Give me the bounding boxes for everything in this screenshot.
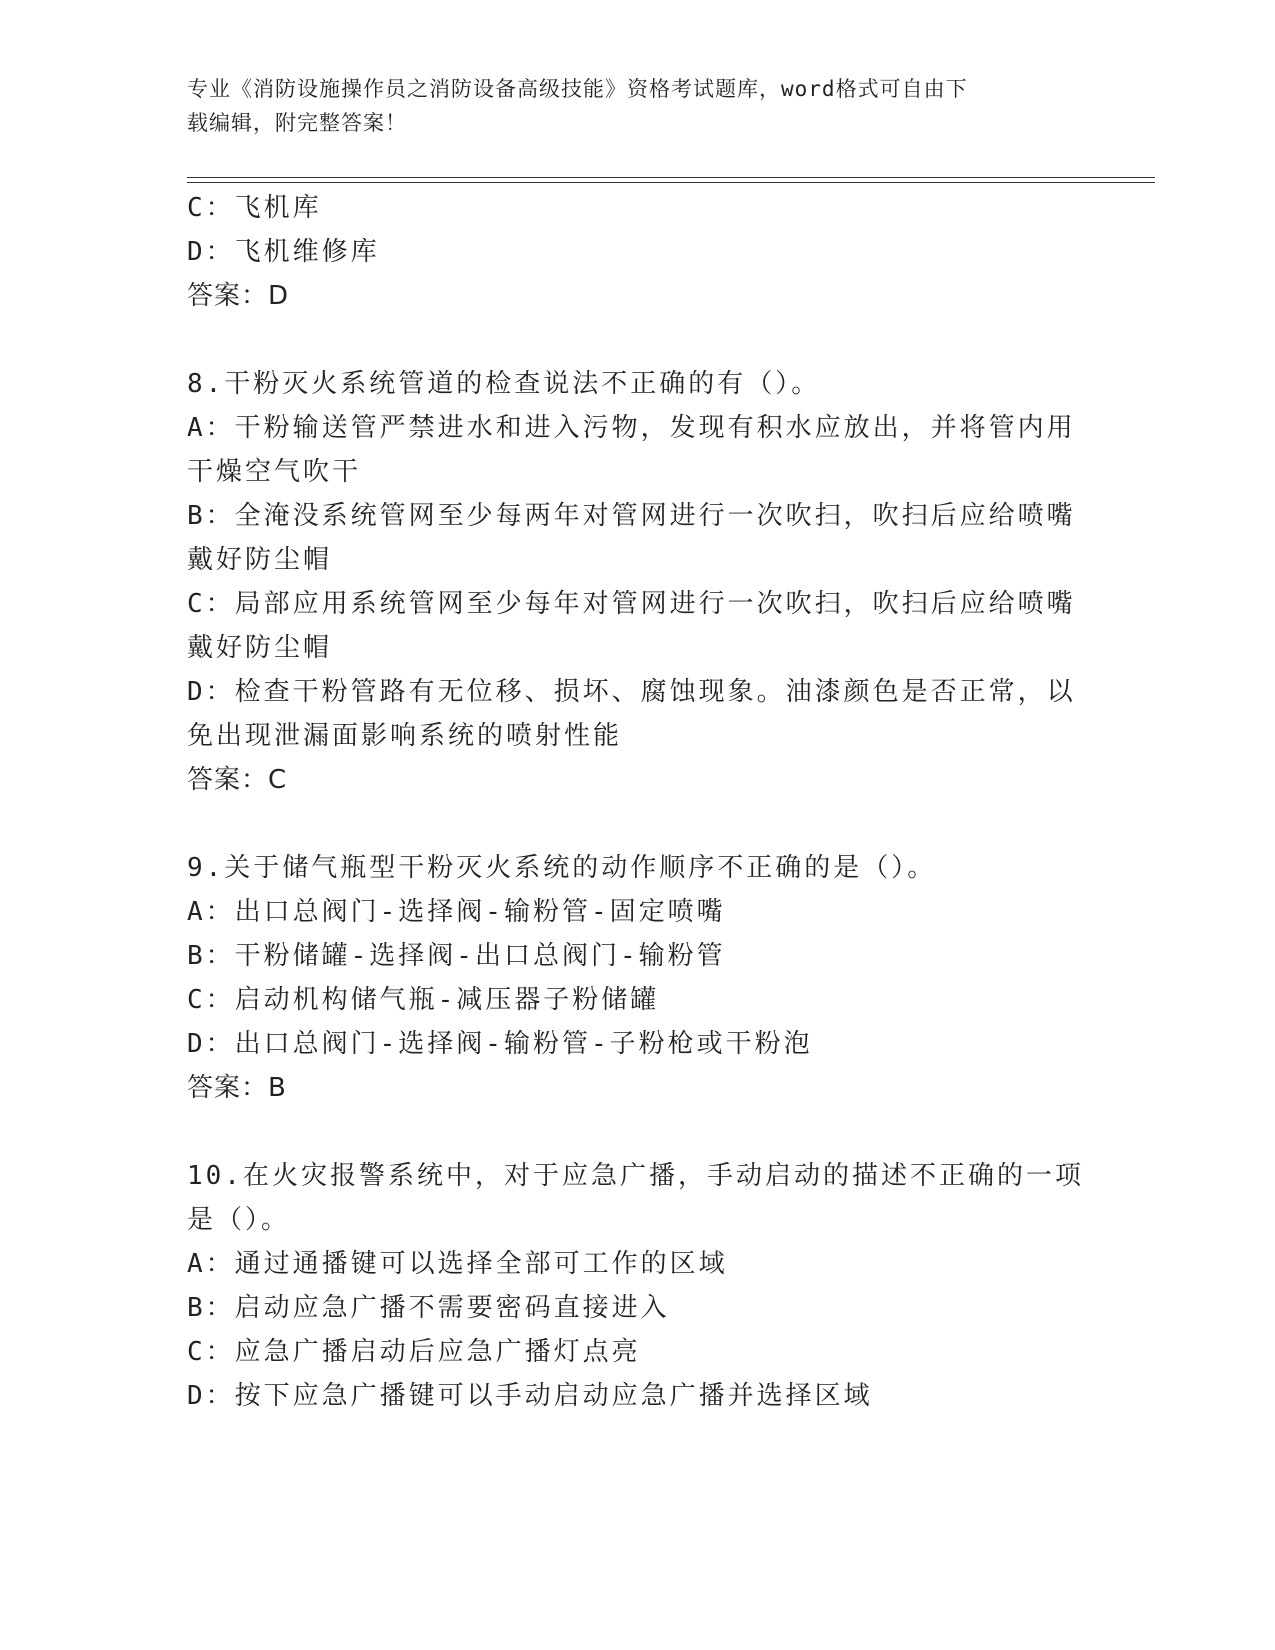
q9-answer: 答案：B: [187, 1073, 287, 1103]
q10-option-d: D：按下应急广播键可以手动启动应急广播并选择区域: [187, 1381, 873, 1411]
q7-option-c: C：飞机库: [187, 193, 322, 223]
q10-option-c: C：应急广播启动后应急广播灯点亮: [187, 1337, 641, 1367]
q8-option-b-line2: 戴好防尘帽: [187, 545, 333, 575]
q8-option-c-line2: 戴好防尘帽: [187, 633, 333, 663]
q7-answer: 答案：D: [187, 281, 290, 311]
header-line-1: 专业《消防设施操作员之消防设备高级技能》资格考试题库，word格式可自由下: [187, 77, 968, 101]
q9-option-d: D：出口总阀门-选择阀-输粉管-子粉枪或干粉泡: [187, 1029, 813, 1059]
q8-option-b-line1: B：全淹没系统管网至少每两年对管网进行一次吹扫，吹扫后应给喷嘴: [187, 501, 1076, 531]
header-divider-bottom: [187, 182, 1155, 183]
q10-option-b: B：启动应急广播不需要密码直接进入: [187, 1293, 670, 1323]
q9-option-b: B：干粉储罐-选择阀-出口总阀门-输粉管: [187, 941, 726, 971]
q8-stem: 8.干粉灭火系统管道的检查说法不正确的有（）。: [187, 369, 821, 399]
header-divider-top: [187, 177, 1155, 178]
document-header: [187, 72, 1087, 140]
header-line-2: 载编辑，附完整答案！: [187, 111, 407, 135]
q9-option-a: A：出口总阀门-选择阀-输粉管-固定喷嘴: [187, 897, 726, 927]
q10-option-a: A：通过通播键可以选择全部可工作的区域: [187, 1249, 728, 1279]
q10-stem-line2: 是（）。: [187, 1205, 291, 1235]
q7-option-d: D：飞机维修库: [187, 237, 380, 267]
q8-option-a-line2: 干燥空气吹干: [187, 457, 362, 487]
q9-stem: 9.关于储气瓶型干粉灭火系统的动作顺序不正确的是（）。: [187, 853, 937, 883]
q8-answer: 答案：C: [187, 765, 288, 795]
q8-option-d-line2: 免出现泄漏面影响系统的喷射性能: [187, 721, 623, 751]
q8-option-c-line1: C：局部应用系统管网至少每年对管网进行一次吹扫，吹扫后应给喷嘴: [187, 589, 1076, 619]
q9-option-c: C：启动机构储气瓶-减压器子粉储罐: [187, 985, 660, 1015]
q10-stem-line1: 10.在火灾报警系统中，对于应急广播，手动启动的描述不正确的一项: [187, 1161, 1084, 1191]
q8-option-a-line1: A：干粉输送管严禁进水和进入污物，发现有积水应放出，并将管内用: [187, 413, 1076, 443]
q8-option-d-line1: D：检查干粉管路有无位移、损坏、腐蚀现象。油漆颜色是否正常，以: [187, 677, 1076, 707]
